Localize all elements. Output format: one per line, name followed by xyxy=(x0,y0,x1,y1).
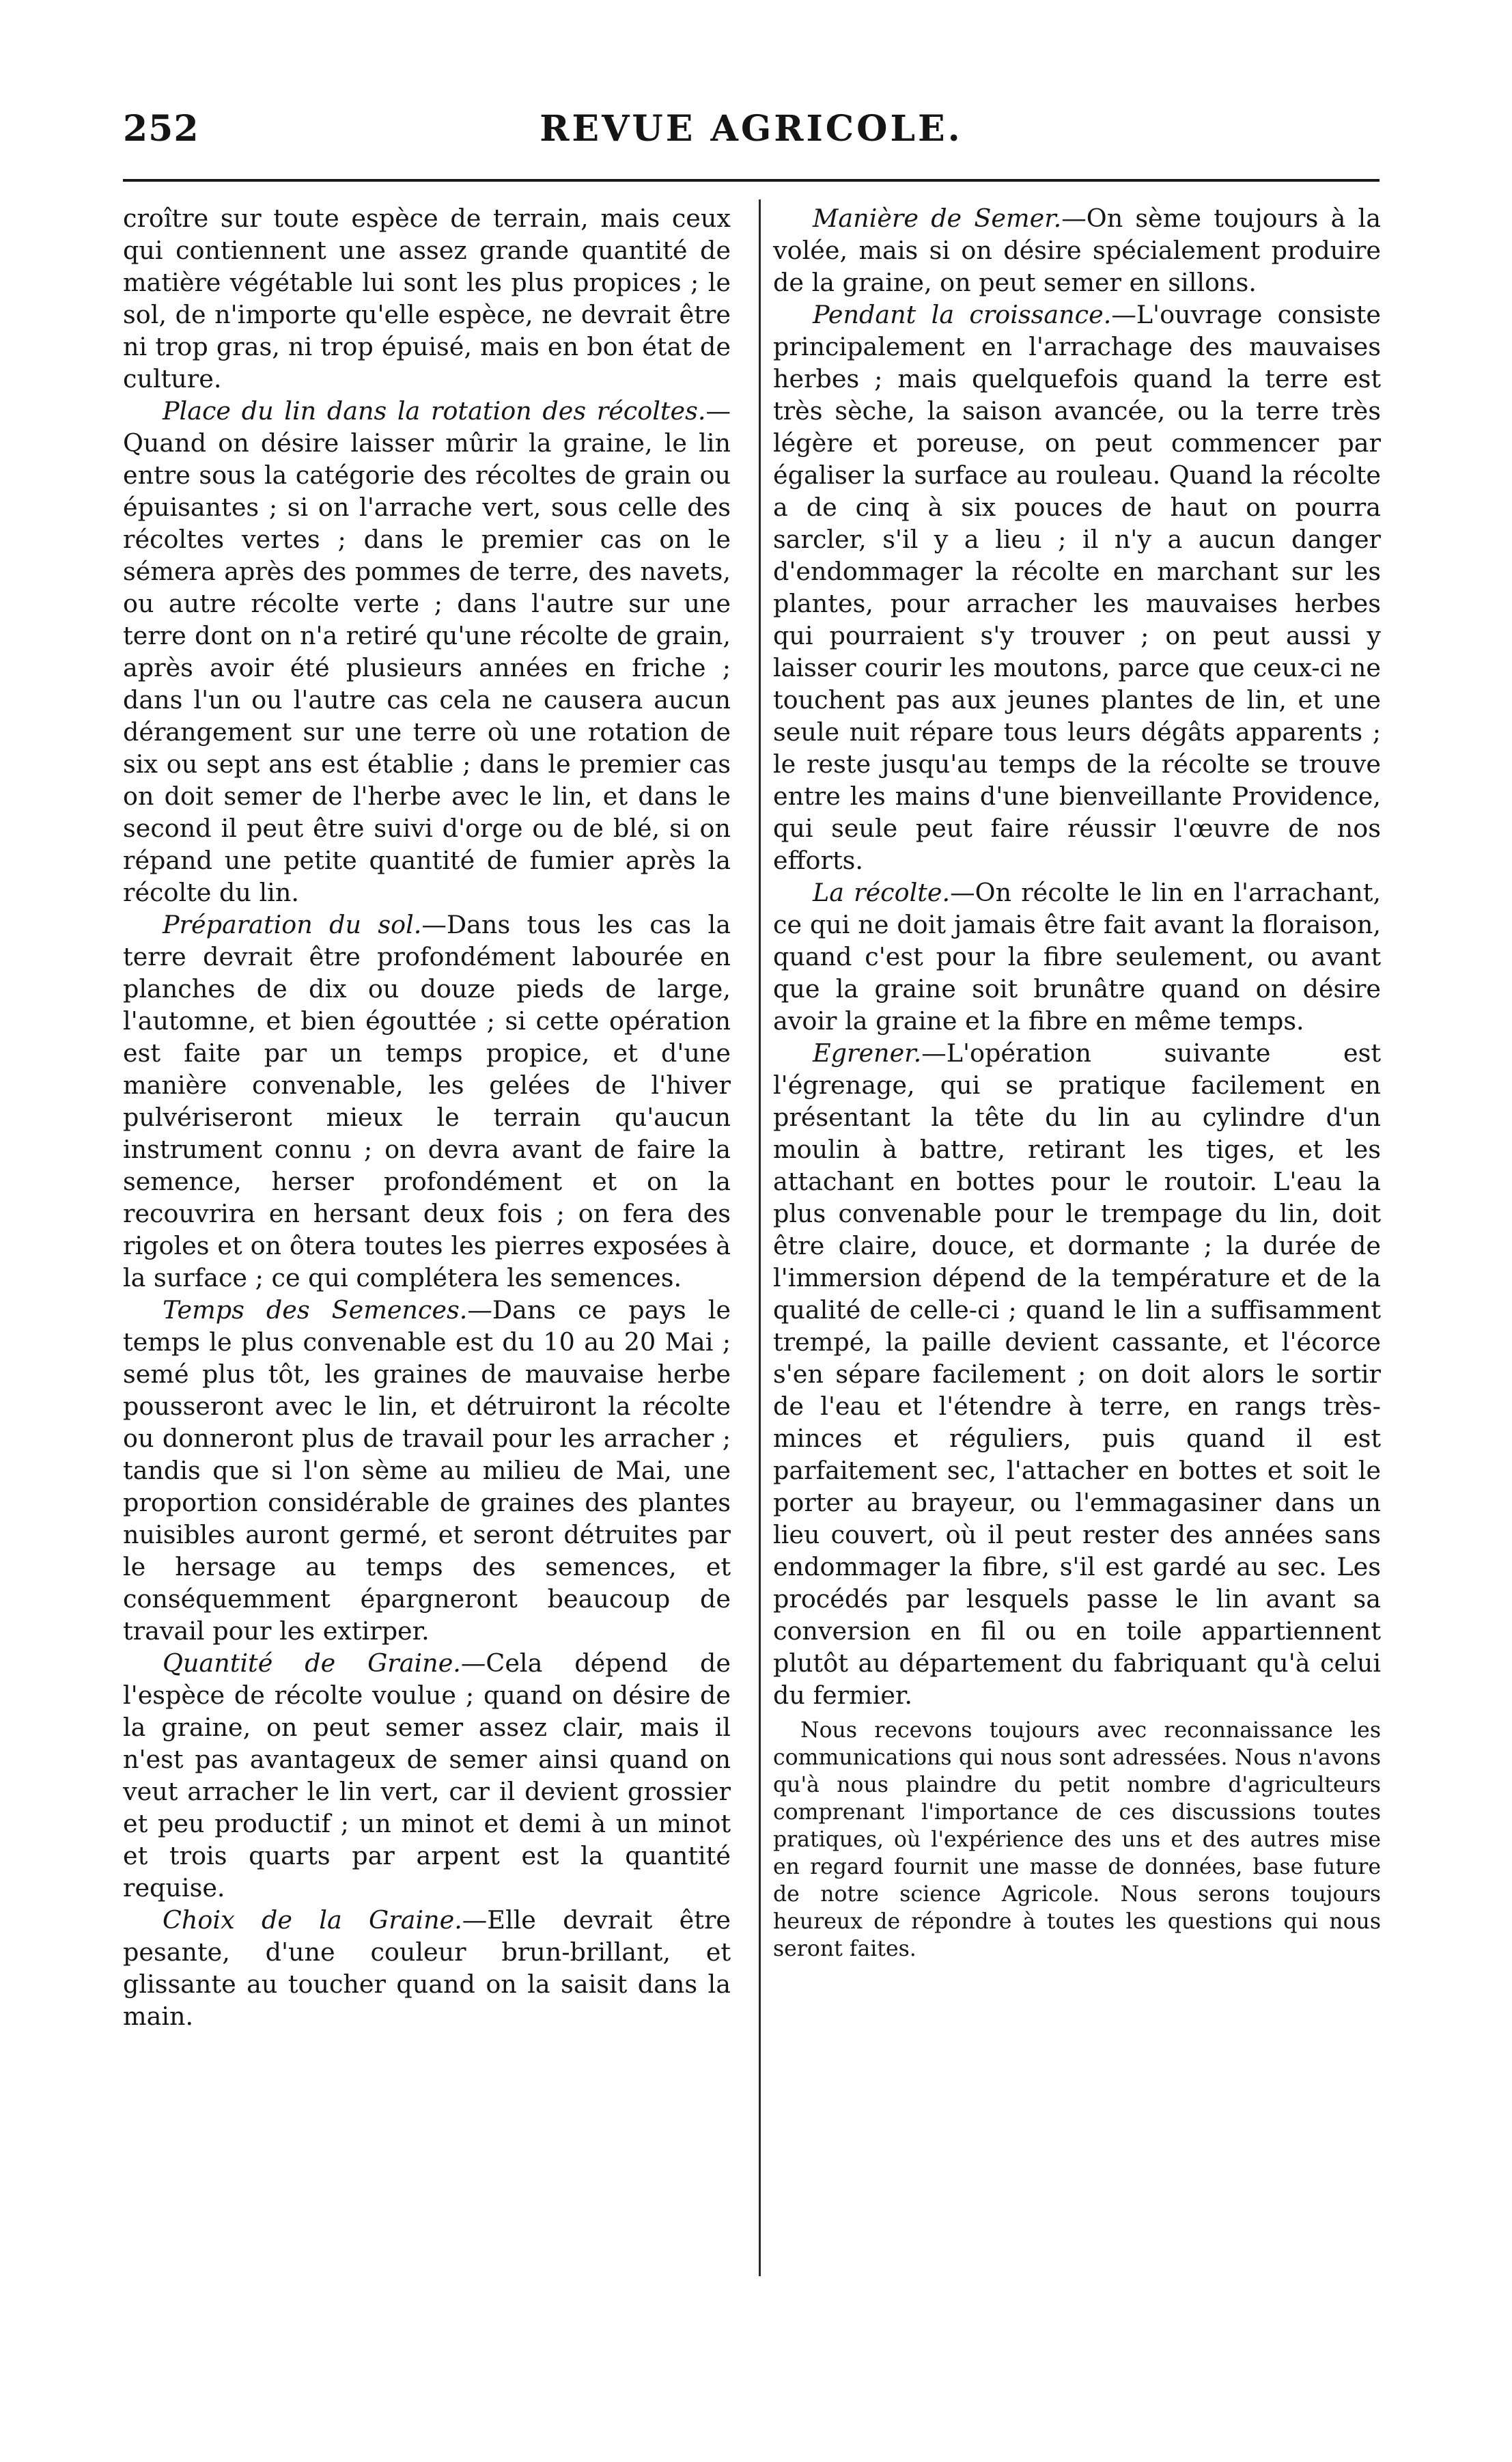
editorial-note: Nous recevons toujours avec reconnaissance les communications qui nous sont adressées. Nous n'avons qu'à nous plaindre du petit nombre d'agriculteurs comprenant l'importance de ces discussions toutes pratiques, où l'expérience des uns et des autres mise en regard fournit une masse de données, base future de notre science Agricole. Nous serons toujours heureux de répondre à toutes les questions qui nous seront faites. xyxy=(773,1718,1381,1961)
section-heading: Place du lin dans la rotation des récoltes. xyxy=(163,396,706,426)
section-heading: Quantité de Graine. xyxy=(163,1648,461,1678)
section-heading: Manière de Semer. xyxy=(813,204,1062,233)
paragraph-preparation xyxy=(123,909,731,1294)
paragraph-rotation xyxy=(123,395,731,909)
column-divider xyxy=(759,199,761,2276)
paragraph-body: —Cela dépend de l'espèce de récolte voulue ; quand on désire de la graine, on peut semer assez clair, mais il n'est pas avantageux de semer ainsi quand on veut arracher le lin vert, car il devient grossier et peu productif ; un minot et demi à un minot et trois quarts par arpent est la quantité requise. xyxy=(123,1648,731,1903)
right-column xyxy=(773,202,1381,1963)
paragraph-body: —Quand on désire laisser mûrir la graine, le lin entre sous la catégorie des récoltes de grain ou épuisantes ; si on l'arrache vert, sous celle des récoltes vertes ; dans le premier cas on le sémera après des pommes de terre, des navets, ou autre récolte verte ; dans l'autre sur une terre dont on n'a retiré qu'une récolte de grain, après avoir été plusieurs années en friche ; dans l'un ou l'autre cas cela ne causera aucun dérangement sur une terre où une rotation de six ou sept ans est établie ; dans le premier cas on doit semer de l'herbe avec le lin, et dans le second il peut être suivi d'orge ou de blé, si on répand une petite quantité de fumier après la récolte du lin. xyxy=(123,396,731,907)
paragraph-body: —L'opération suivante est l'égrenage, qui se pratique facilement en présentant la tête du lin au cylindre d'un moulin à battre, retirant les tiges, et les attachant en bottes pour le routoir. L'eau la plus convenable pour le trempage du lin, doit être claire, douce, et dormante ; la durée de l'immersion dépend de la température et de la qualité de celle-ci ; quand le lin a suffisamment trempé, la paille devient cassante, et l'écorce s'en sépare facilement ; on doit alors le sortir de l'eau et l'étendre à terre, en rangs très-minces et réguliers, puis quand il est parfaitement sec, l'attacher en bottes et soit le porter au brayeur, ou l'emmagasiner dans un lieu couvert, où il peut rester des années sans endommager la fibre, s'il est gardé au sec. Les procédés par lesquels passe le lin avant sa conversion en fil ou en toile appartiennent plutôt au département du fabriquant qu'à celui du fermier. xyxy=(773,1038,1381,1710)
paragraph-body: —On sème toujours à la volée, mais si on désire spécialement produire de la graine, on peut semer en sillons. xyxy=(773,204,1381,297)
section-heading: Egrener. xyxy=(813,1038,922,1068)
paragraph-threshing xyxy=(773,1037,1381,1711)
page-header xyxy=(123,96,1380,171)
paragraph-body: —Dans ce pays le temps le plus convenable est du 10 au 20 Mai ; semé plus tôt, les graines de mauvaise herbe pousseront avec le lin, et détruiront la récolte ou donneront plus de travail pour les arracher ; tandis que si l'on sème au milieu de Mai, une proportion considérable de graines des plantes nuisibles auront germé, et seront détruites par le hersage au temps des semences, et conséquemment épargneront beaucoup de travail pour les extirper. xyxy=(123,1295,731,1646)
paragraph-sowing-method xyxy=(773,202,1381,299)
running-title: REVUE AGRICOLE. xyxy=(540,108,963,150)
paragraph-harvest xyxy=(773,876,1381,1037)
paragraph-body: —Dans tous les cas la terre devrait être profondément labourée en planches de dix ou douze pieds de large, l'automne, et bien égouttée ; si cette opération est faite par un temps propice, et d'une manière convenable, les gelées de l'hiver pulvériseront mieux le terrain qu'aucun instrument connu ; on devra avant de faire la semence, herser profondément et on la recouvrira en hersant deux fois ; on fera des rigoles et on ôtera toutes les pierres exposées à la surface ; ce qui complétera les semences. xyxy=(123,910,731,1292)
paragraph-body: —L'ouvrage consiste principalement en l'arrachage des mauvaises herbes ; mais quelquefois quand la terre est très sèche, la saison avancée, ou la terre très légère et poreuse, on peut commencer par égaliser la surface au rouleau. Quand la récolte a de cinq à six pouces de haut on pourra sarcler, s'il y a lieu ; il n'y a aucun danger d'endommager la récolte en marchant sur les plantes, pour arracher les mauvaises herbes qui pourraient s'y trouver ; on peut aussi y laisser courir les moutons, parce que ceux-ci ne touchent pas aux jeunes plantes de lin, et une seule nuit répare tous leurs dégâts apparents ; le reste jusqu'au temps de la récolte se trouve entre les mains d'une bienveillante Providence, qui seule peut faire réussir l'œuvre de nos efforts. xyxy=(773,300,1382,875)
page-number: 252 xyxy=(123,108,199,150)
section-heading: Choix de la Graine. xyxy=(163,1905,462,1935)
paragraph-body: —On récolte le lin en l'arrachant, ce qui ne doit jamais être fait avant la floraison, quand c'est pour la fibre seulement, ou avant que la graine soit brunâtre quand on désire avoir la graine et la fibre en même temps. xyxy=(773,878,1381,1036)
section-heading: Temps des Semences. xyxy=(163,1295,468,1325)
paragraph-sowing-time xyxy=(123,1294,731,1647)
left-column xyxy=(123,202,731,2032)
section-heading: La récolte. xyxy=(813,878,951,907)
paragraph-growth xyxy=(773,299,1381,876)
section-heading: Pendant la croissance. xyxy=(813,300,1112,329)
paragraph-seed-quantity xyxy=(123,1647,731,1904)
header-rule xyxy=(123,179,1380,182)
paragraph-body: —Elle devrait être pesante, d'une couleur brun-brillant, et glissante au toucher quand on la saisit dans la main. xyxy=(123,1905,731,2031)
paragraph-continued: croître sur toute espèce de terrain, mais ceux qui contiennent une assez grande quantité de matière végétable lui sont les plus propices ; le sol, de n'importe qu'elle espèce, ne devrait être ni trop gras, ni trop épuisé, mais en bon état de culture. xyxy=(123,204,731,393)
paragraph-seed-choice xyxy=(123,1904,731,2032)
section-heading: Préparation du sol. xyxy=(163,910,422,939)
